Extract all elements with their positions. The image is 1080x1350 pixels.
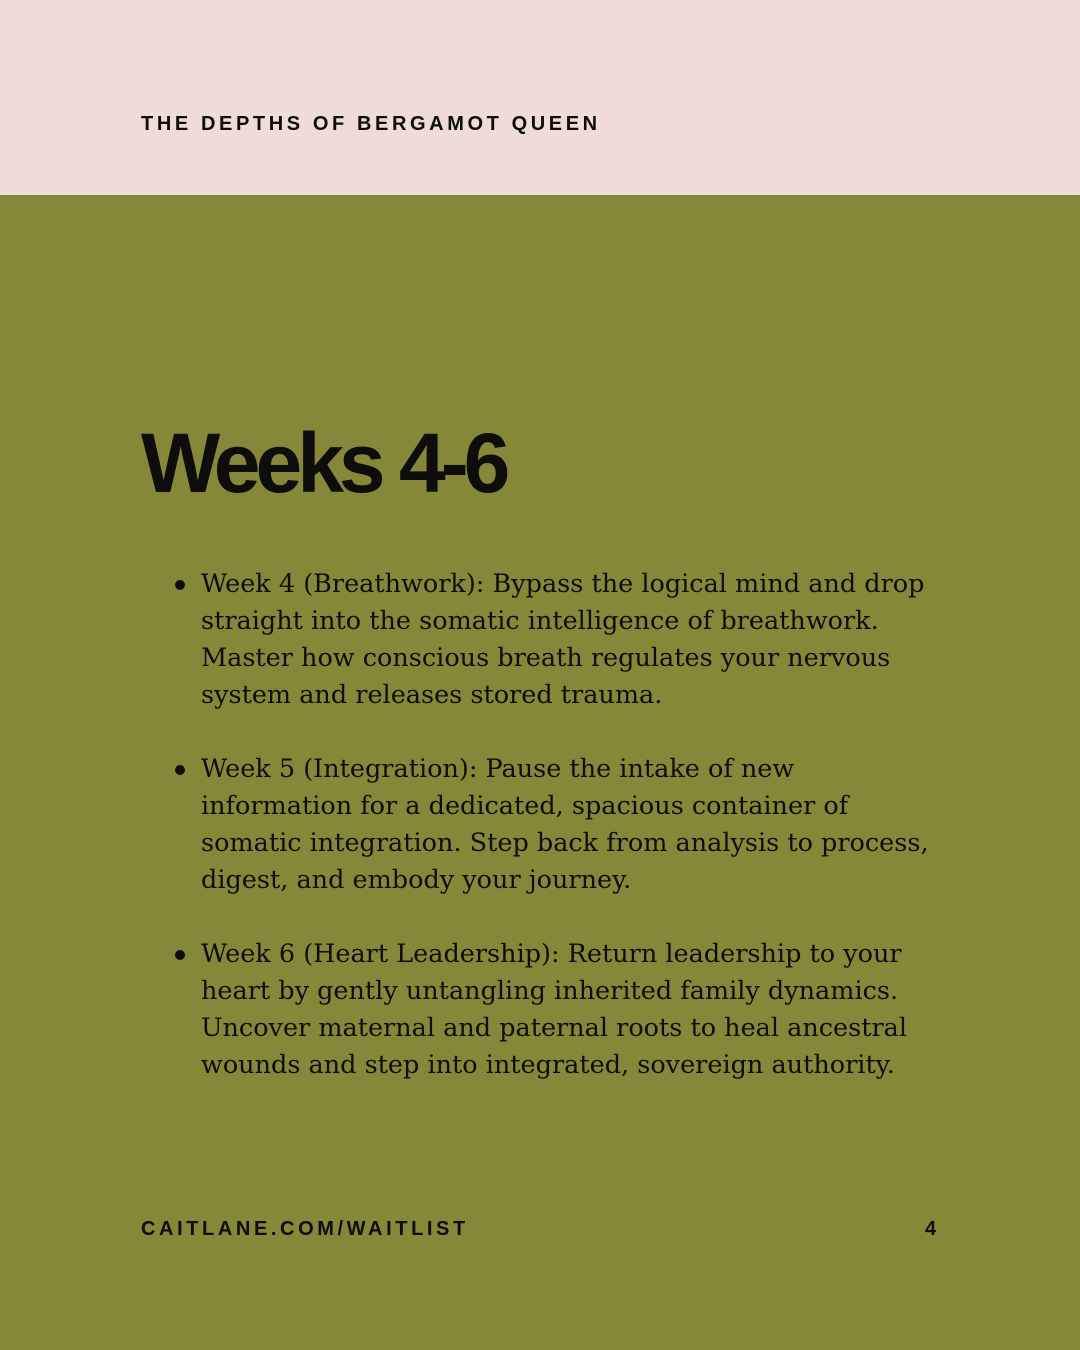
- bullet-icon: [175, 580, 185, 590]
- list-item-week-6: [201, 936, 951, 1084]
- page-title: Weeks 4-6: [141, 416, 506, 510]
- header-band: [0, 0, 1080, 195]
- week-4-text: Week 4 (Breathwork): Bypass the logical mind and drop straight into the somatic intelligence of breathwork. Master how conscious breath regulates your nervous system and releases stored trauma.: [201, 569, 925, 710]
- list-item-week-5: [201, 751, 951, 899]
- bullet-icon: [175, 950, 185, 960]
- week-6-text: Week 6 (Heart Leadership): Return leadership to your heart by gently untangling inherited family dynamics. Uncover maternal and paternal roots to heal ancestral wounds and step into integrated, sovereign authority.: [201, 939, 908, 1080]
- footer-url: CAITLANE.COM/WAITLIST: [141, 1218, 469, 1240]
- page-number: 4: [925, 1218, 937, 1240]
- series-title: THE DEPTHS OF BERGAMOT QUEEN: [141, 113, 601, 135]
- list-item-week-4: [201, 566, 951, 714]
- week-5-text: Week 5 (Integration): Pause the intake of new information for a dedicated, spacious container of somatic integration. Step back from analysis to process, digest, and embody your journey.: [201, 754, 929, 895]
- bullet-icon: [175, 765, 185, 775]
- week-list: [201, 566, 951, 1121]
